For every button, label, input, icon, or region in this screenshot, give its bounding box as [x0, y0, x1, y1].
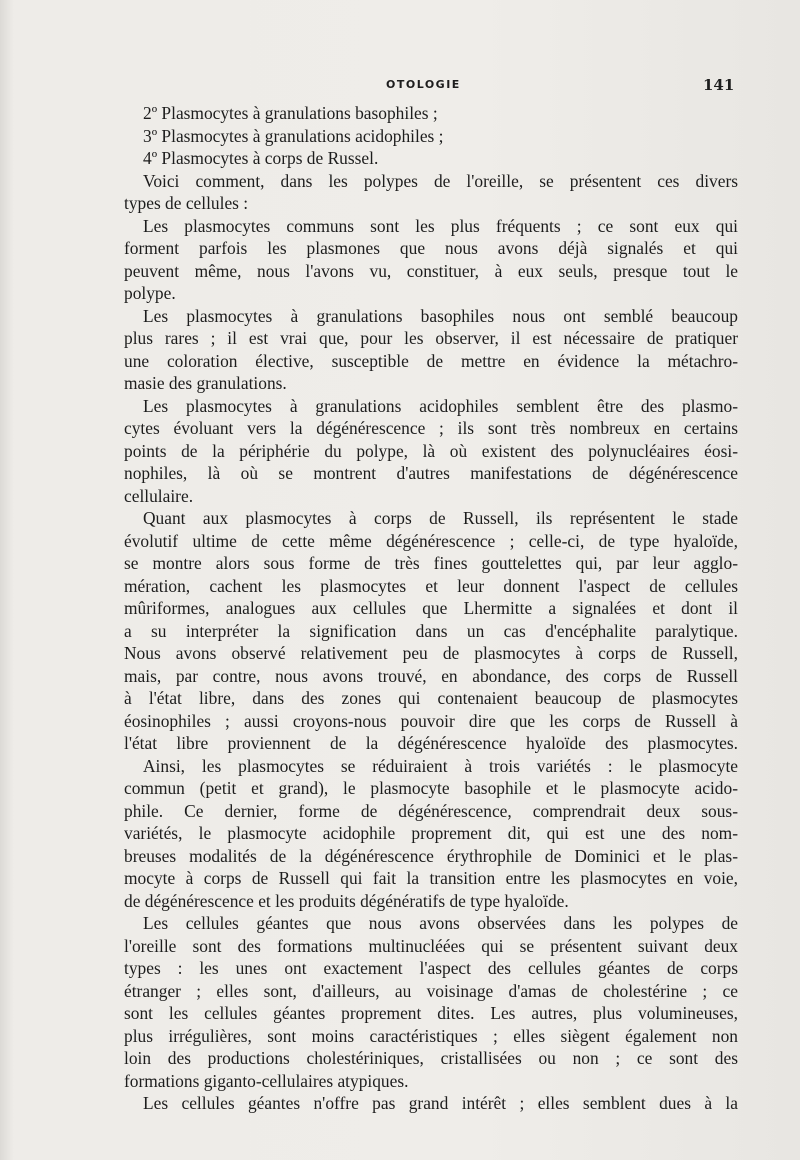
text-line: points de la périphérie du polype, là où existent des polynucléaires éosi- — [124, 440, 738, 461]
text-line: mais, par contre, nous avons trouvé, en abondance, des corps de Russell — [124, 665, 738, 686]
text-line: a su interpréter la signification dans un cas d'encéphalite paralytique. — [124, 620, 738, 641]
text-line: nophiles, là où se montrent d'autres manifestations de dégénérescence — [124, 463, 738, 483]
text-line: Voici comment, dans les polypes de l'oreille, se présentent ces divers — [143, 170, 738, 191]
text-line: loin des productions cholestériniques, cristallisées ou non ; ce sont des — [124, 1048, 738, 1068]
text-line: commun (petit et grand), le plasmocyte basophile et le plasmocyte acido- — [124, 778, 738, 798]
text-line: Quant aux plasmocytes à corps de Russell, ils représentent le stade — [143, 508, 738, 528]
text-line: l'état libre proviennent de la dégénérescence hyaloïde des plasmocytes. — [124, 733, 738, 753]
text-line: 2º Plasmocytes à granulations basophiles ; — [143, 103, 438, 123]
text-line: plus irrégulières, sont moins caractéristiques ; elles siègent également non — [124, 1025, 738, 1046]
text-line: Nous avons observé relativement peu de plasmocytes à corps de Russell, — [124, 643, 738, 663]
text-line: 3º Plasmocytes à granulations acidophiles ; — [143, 125, 444, 146]
text-line: polype. — [124, 283, 176, 303]
text-line: phile. Ce dernier, forme de dégénérescence, comprendrait deux sous- — [124, 800, 738, 821]
text-line: évolutif ultime de cette même dégénérescence ; celle-ci, de type hyaloïde, — [124, 530, 738, 551]
text-line: étranger ; elles sont, d'ailleurs, au voisinage d'amas de cholestérine ; ce — [124, 980, 738, 1001]
text-line: plus rares ; il est vrai que, pour les observer, il est nécessaire de pratiquer — [124, 328, 738, 348]
text-line: Les plasmocytes communs sont les plus fréquents ; ce sont eux qui — [143, 215, 738, 236]
text-line: breuses modalités de la dégénérescence érythrophile de Dominici et le plas- — [124, 845, 738, 866]
body-text — [124, 102, 738, 1115]
text-line: formations giganto-cellulaires atypiques. — [124, 1070, 409, 1091]
text-line: types : les unes ont exactement l'aspect des cellules géantes de corps — [124, 958, 738, 978]
text-line: sont les cellules géantes proprement dites. Les autres, plus volumineuses, — [124, 1003, 738, 1023]
text-line: Les plasmocytes à granulations acidophiles semblent être des plasmo- — [143, 395, 738, 416]
text-line: une coloration élective, susceptible de mettre en évidence la métachro- — [124, 350, 738, 371]
text-line: mûriformes, analogues aux cellules que Lhermitte a signalées et dont il — [124, 598, 738, 618]
text-line: masie des granulations. — [124, 373, 287, 393]
text-line: Les cellules géantes que nous avons observées dans les polypes de — [143, 913, 738, 933]
text-line: peuvent même, nous l'avons vu, constituer, à eux seuls, presque tout le — [124, 260, 738, 281]
text-line: types de cellules : — [124, 193, 249, 213]
text-line: se montre alors sous forme de très fines gouttelettes qui, par leur agglo- — [124, 553, 738, 573]
text-line: mération, cachent les plasmocytes et leur donnent l'aspect de cellules — [124, 575, 738, 596]
text-line: à l'état libre, dans des zones qui contenaient beaucoup de plasmocytes — [124, 688, 738, 708]
running-head — [0, 76, 800, 98]
text-line: l'oreille sont des formations multinucléées qui se présentent suivant deux — [124, 935, 738, 956]
text-line: Les plasmocytes à granulations basophiles nous ont semblé beaucoup — [143, 305, 738, 326]
text-line: Les cellules géantes n'offre pas grand intérêt ; elles semblent dues à la — [143, 1093, 738, 1113]
text-line: cellulaire. — [124, 485, 194, 506]
text-line: Ainsi, les plasmocytes se réduiraient à trois variétés : le plasmocyte — [143, 755, 738, 776]
text-line: éosinophiles ; aussi croyons-nous pouvoir dire que les corps de Russell à — [124, 710, 738, 731]
running-head-title: OTOLOGIE — [386, 78, 461, 91]
text-line: 4º Plasmocytes à corps de Russel. — [143, 148, 379, 168]
page-number: 141 — [703, 76, 735, 94]
text-line: mocyte à corps de Russell qui fait la transition entre les plasmocytes en voie, — [124, 868, 738, 888]
text-line: cytes évoluant vers la dégénérescence ; ils sont très nombreux en certains — [124, 418, 738, 438]
text-line: forment parfois les plasmones que nous avons déjà signalés et qui — [124, 238, 738, 258]
text-line: de dégénérescence et les produits dégénératifs de type hyaloïde. — [124, 890, 569, 911]
text-line: variétés, le plasmocyte acidophile proprement dit, qui est une des nom- — [124, 823, 738, 843]
